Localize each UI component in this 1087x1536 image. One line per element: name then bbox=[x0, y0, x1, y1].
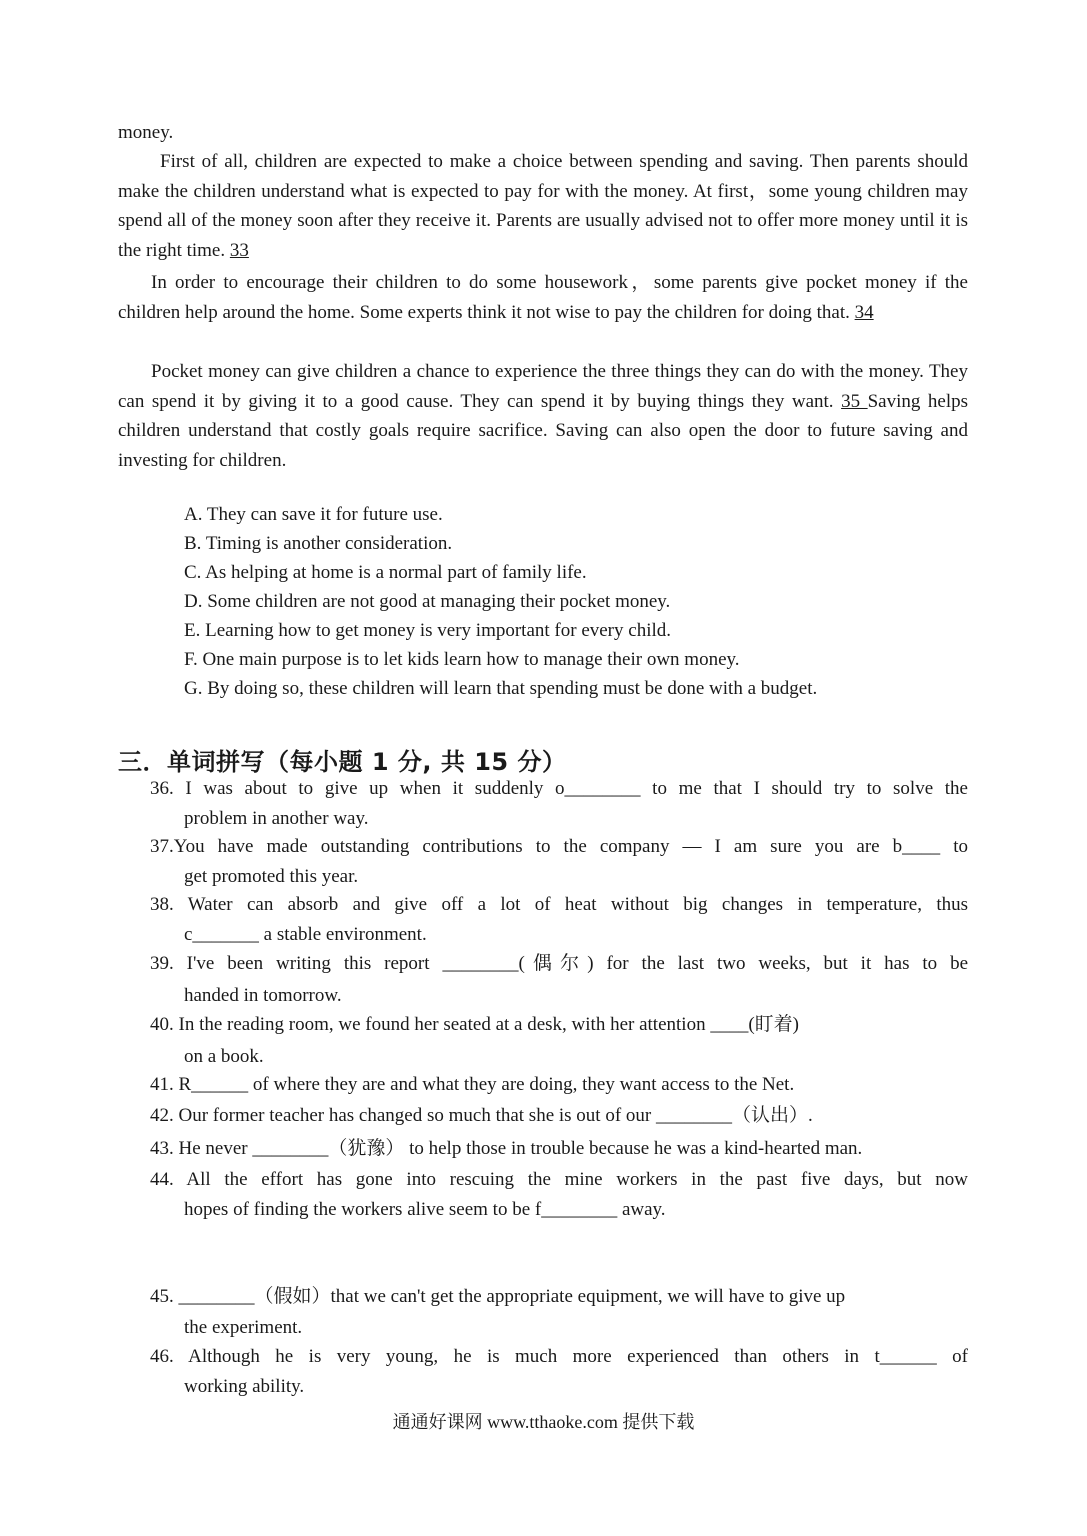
blank-34: 34 bbox=[854, 301, 874, 323]
question-42 bbox=[150, 1101, 968, 1131]
option-c: C. As helping at home is a normal part of family life. bbox=[184, 562, 587, 583]
question-text: 46. Although he is very young, he is much more experienced than others in t______ of bbox=[150, 1346, 968, 1367]
question-text: the experiment. bbox=[184, 1316, 303, 1338]
question-text: working ability. bbox=[184, 1375, 305, 1397]
question-43 bbox=[150, 1134, 968, 1164]
passage-text: Pocket money can give children a chance to experience the three things they can do with the money. They can spend it by giving it to a good cause. They can spend it by buying things they want. bbox=[118, 361, 968, 412]
passage-paragraph-2 bbox=[118, 268, 968, 327]
option-f: F. One main purpose is to let kids learn how to manage their own money. bbox=[184, 649, 740, 670]
passage-text: In order to encourage their children to do some housework，some parents give pocket money if the children help around the home. Some experts think it not wise to pay the children for doing that. bbox=[118, 272, 968, 323]
question-40 bbox=[150, 1010, 968, 1071]
option-b: B. Timing is another consideration. bbox=[184, 533, 453, 554]
question-text: 38. Water can absorb and give off a lot of heat without big changes in temperature, thus bbox=[150, 894, 968, 915]
question-text: 37.You have made outstanding contributions to the company — I am sure you are b____ to bbox=[150, 836, 968, 857]
question-46 bbox=[150, 1342, 968, 1401]
question-41 bbox=[150, 1070, 968, 1100]
question-text: 42. Our former teacher has changed so much that she is out of our ________（认出）. bbox=[150, 1105, 813, 1126]
question-text: 45. ________（假如）that we can't get the appropriate equipment, we will have to give up bbox=[150, 1286, 846, 1307]
passage-paragraph-1 bbox=[118, 147, 968, 265]
question-36 bbox=[150, 774, 968, 833]
answer-options bbox=[184, 500, 817, 703]
question-38 bbox=[150, 890, 968, 949]
option-e: E. Learning how to get money is very important for every child. bbox=[184, 620, 672, 641]
passage-fragment bbox=[118, 118, 968, 148]
passage-paragraph-3 bbox=[118, 357, 968, 475]
question-text: 39. I've been writing this report ________(偶尔) for the last two weeks, but it has to be bbox=[150, 953, 968, 974]
question-text: 36. I was about to give up when it suddenly o________ to me that I should try to solve the bbox=[150, 778, 968, 799]
question-text: handed in tomorrow. bbox=[184, 984, 342, 1006]
question-text: 43. He never ________（犹豫） to help those in trouble because he was a kind-hearted man. bbox=[150, 1138, 863, 1159]
option-d: D. Some children are not good at managing their pocket money. bbox=[184, 591, 671, 612]
question-37 bbox=[150, 832, 968, 891]
question-text: on a book. bbox=[184, 1045, 264, 1067]
blank-33: 33 bbox=[229, 239, 249, 261]
question-text: 40. In the reading room, we found her seated at a desk, with her attention ____(盯着) bbox=[150, 1014, 799, 1035]
section-title: 三．单词拼写（每小题 1 分, 共 15 分） bbox=[118, 748, 567, 776]
question-text: hopes of finding the workers alive seem to be f________ away. bbox=[184, 1198, 666, 1220]
question-text: c_______ a stable environment. bbox=[184, 923, 427, 945]
option-g: G. By doing so, these children will learn that spending must be done with a budget. bbox=[184, 678, 818, 699]
passage-text: Saving helps children understand that costly goals require sacrifice. Saving can also open the door to future saving and investing for children. bbox=[118, 390, 969, 471]
question-39 bbox=[150, 949, 968, 1010]
question-text: problem in another way. bbox=[184, 807, 369, 829]
passage-text: First of all, children are expected to make a choice between spending and saving. Then parents should make the children understand what is expected to pay for with the money. At first，some young children may spend all of the money soon after they receive it. Parents are usually advised not to offer more money until it is the right time. bbox=[118, 151, 968, 261]
passage-text: money. bbox=[118, 122, 174, 143]
question-45 bbox=[150, 1282, 968, 1342]
question-text: get promoted this year. bbox=[184, 865, 359, 887]
option-a: A. They can save it for future use. bbox=[184, 504, 443, 525]
question-text: 44. All the effort has gone into rescuing the mine workers in the past five days, but now bbox=[150, 1169, 968, 1190]
question-text: 41. R______ of where they are and what they are doing, they want access to the Net. bbox=[150, 1074, 795, 1095]
blank-35: 35 bbox=[841, 390, 868, 412]
question-44 bbox=[150, 1165, 968, 1224]
page-footer: 通通好课网 www.tthaoke.com 提供下载 bbox=[392, 1412, 695, 1432]
